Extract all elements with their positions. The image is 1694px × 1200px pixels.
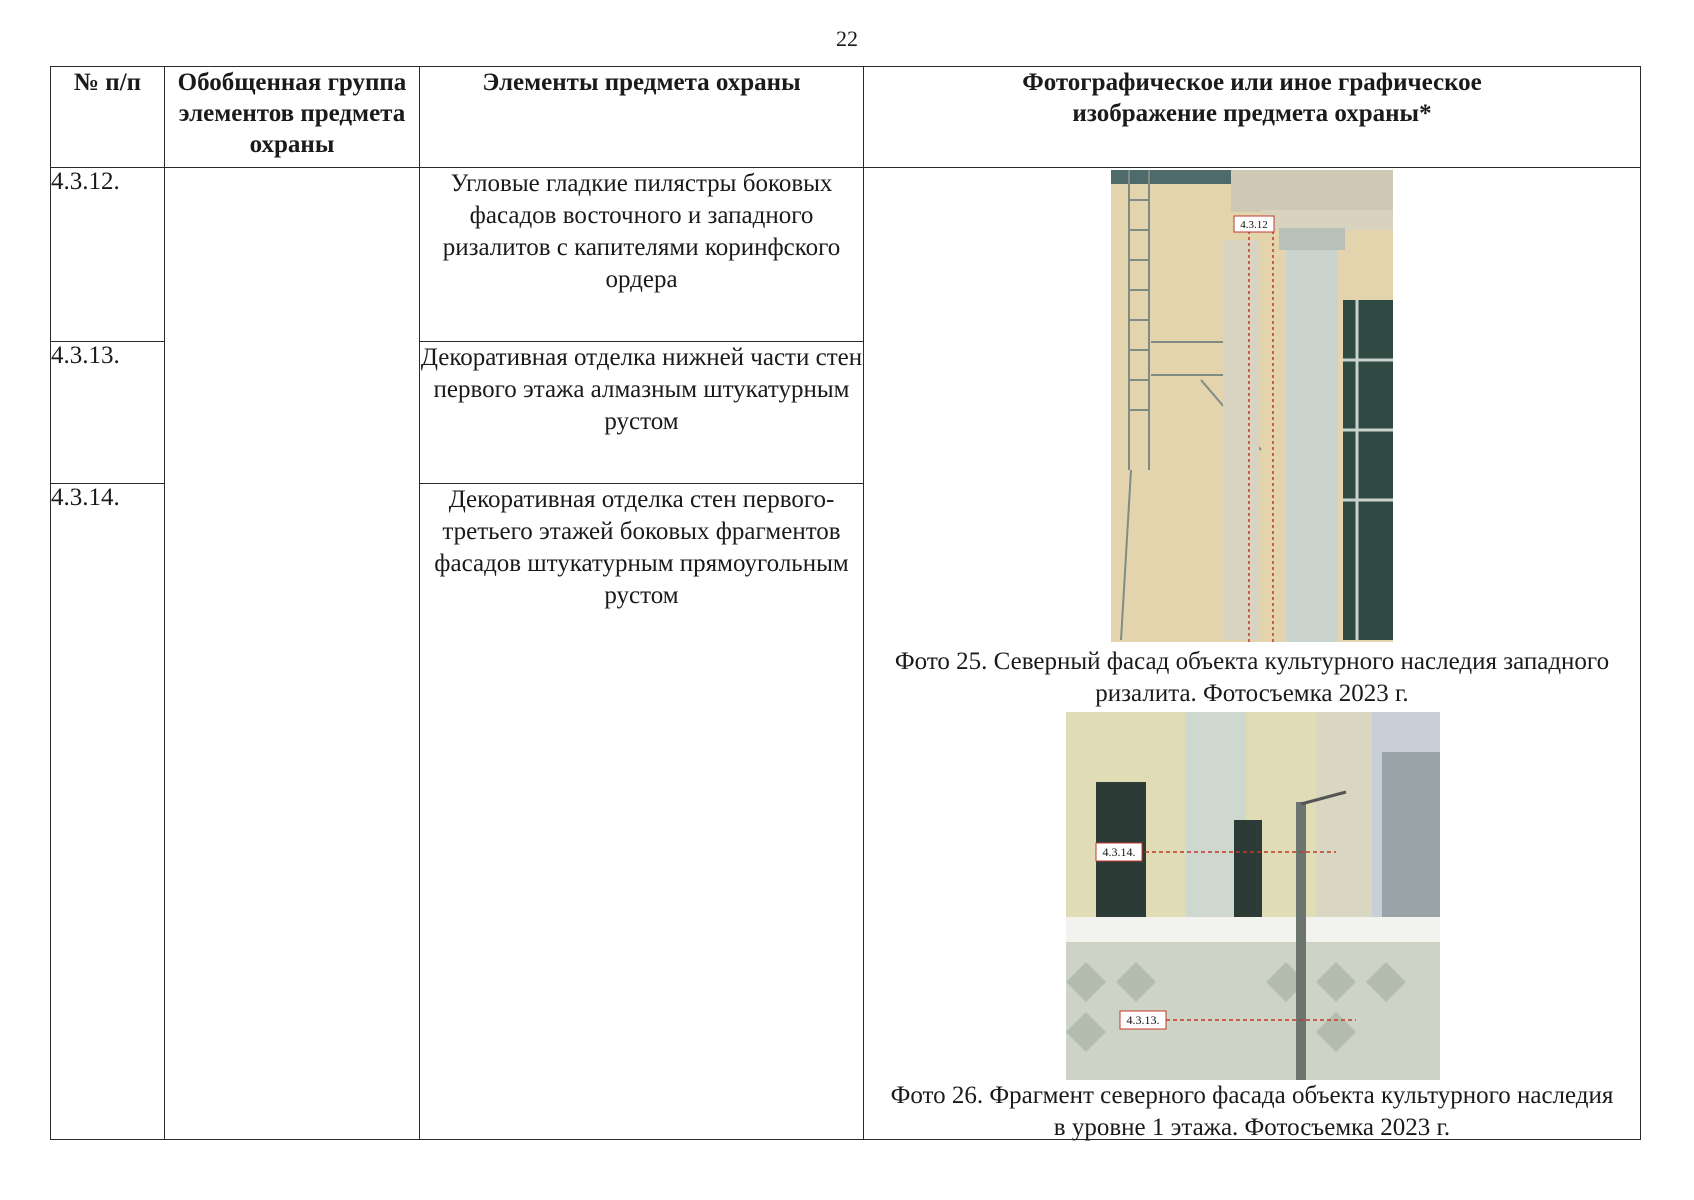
photo-26-tag-2: 4.3.13. [1126, 1013, 1160, 1027]
row-number: 4.3.13. [51, 342, 165, 484]
photo-25 [1111, 170, 1393, 642]
photo-25-tag: 4.3.12 [1240, 219, 1268, 231]
row-number: 4.3.12. [51, 168, 165, 342]
protection-elements-table [50, 66, 1641, 1140]
header-num: № п/п [51, 67, 165, 168]
row-number: 4.3.14. [51, 484, 165, 1140]
header-image: Фотографическое или иное графическое изображение предмета охраны* [864, 67, 1641, 168]
photo-26-caption: Фото 26. Фрагмент северного фасада объекта культурного наследия в уровне 1 этажа. Фотосъемка 2023 г. [890, 1082, 1614, 1141]
table-header-row [51, 67, 1641, 168]
table-row [51, 168, 1641, 342]
header-group: Обобщенная группа элементов предмета охраны [165, 67, 420, 168]
photo-26-tag-1: 4.3.14. [1102, 845, 1136, 859]
page-number: 22 [836, 26, 858, 51]
photo-cell [864, 168, 1641, 1140]
row-element: Декоративная отделка нижней части стен первого этажа алмазным штукатурным рустом [420, 342, 864, 484]
photo-25-caption: Фото 25. Северный фасад объекта культурного наследия западного ризалита. Фотосъемка 2023 г. [894, 648, 1610, 707]
row-element: Декоративная отделка стен первого-третьего этажей боковых фрагментов фасадов штукатурным прямоугольным рустом [420, 484, 864, 1140]
group-cell [165, 168, 420, 1140]
header-elements: Элементы предмета охраны [420, 67, 864, 168]
photo-26 [1066, 712, 1440, 1080]
row-element: Угловые гладкие пилястры боковых фасадов восточного и западного ризалитов с капителями коринфского ордера [420, 168, 864, 342]
